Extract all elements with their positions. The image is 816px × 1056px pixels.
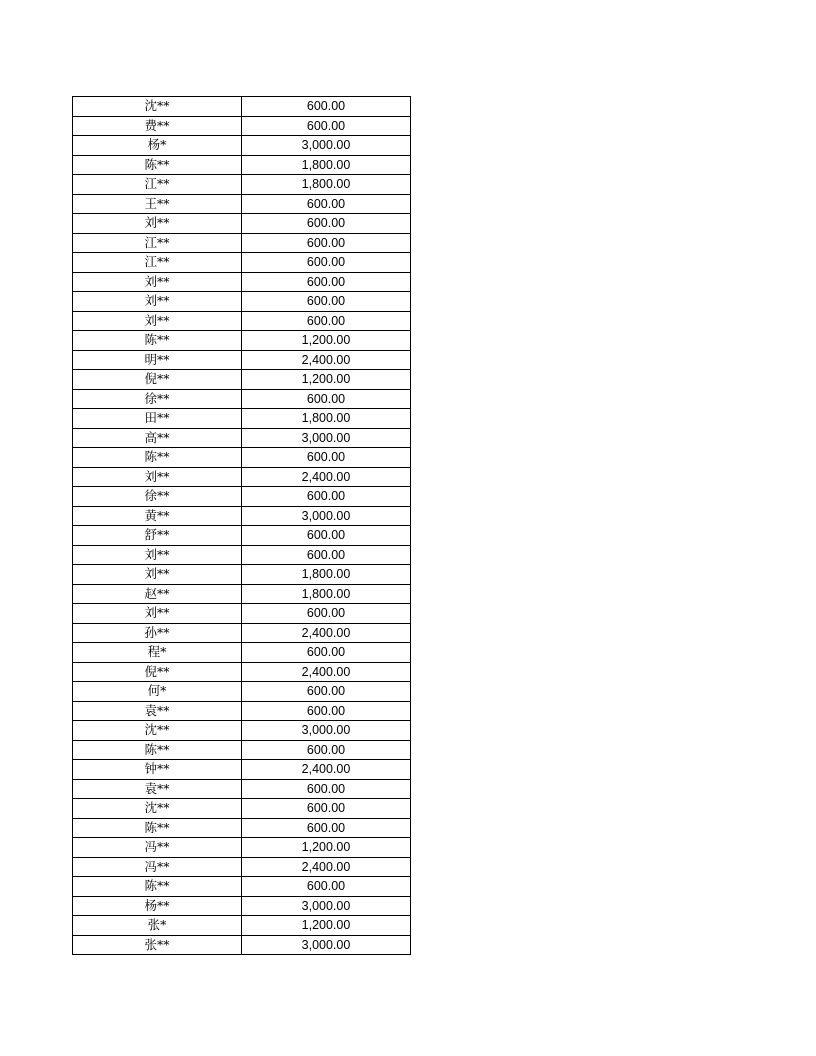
- amount-cell: 1,800.00: [242, 565, 411, 585]
- amount-cell: 600.00: [242, 448, 411, 468]
- amount-cell: 600.00: [242, 253, 411, 273]
- name-cell: 杨**: [73, 896, 242, 916]
- amount-cell: 600.00: [242, 682, 411, 702]
- table-row: [73, 877, 411, 897]
- name-cell: 舒**: [73, 526, 242, 546]
- name-cell: 刘**: [73, 272, 242, 292]
- table-body: [73, 97, 411, 955]
- amount-cell: 600.00: [242, 292, 411, 312]
- name-cell: 陈**: [73, 448, 242, 468]
- amount-cell: 600.00: [242, 487, 411, 507]
- name-cell: 倪**: [73, 662, 242, 682]
- table-row: [73, 857, 411, 877]
- amount-cell: 600.00: [242, 311, 411, 331]
- name-cell: 何*: [73, 682, 242, 702]
- amount-cell: 600.00: [242, 194, 411, 214]
- amount-cell: 1,800.00: [242, 409, 411, 429]
- table-row: [73, 526, 411, 546]
- table-row: [73, 175, 411, 195]
- table-row: [73, 623, 411, 643]
- name-cell: 陈**: [73, 331, 242, 351]
- name-cell: 江**: [73, 175, 242, 195]
- name-cell: 倪**: [73, 370, 242, 390]
- name-cell: 孙**: [73, 623, 242, 643]
- table-row: [73, 506, 411, 526]
- name-cell: 张**: [73, 935, 242, 955]
- name-cell: 徐**: [73, 389, 242, 409]
- table-row: [73, 779, 411, 799]
- name-cell: 陈**: [73, 740, 242, 760]
- amount-cell: 600.00: [242, 272, 411, 292]
- table-row: [73, 467, 411, 487]
- name-cell: 沈**: [73, 97, 242, 117]
- name-cell: 费**: [73, 116, 242, 136]
- table-row: [73, 701, 411, 721]
- amount-cell: 3,000.00: [242, 506, 411, 526]
- table-row: [73, 214, 411, 234]
- amount-cell: 600.00: [242, 545, 411, 565]
- table-row: [73, 584, 411, 604]
- amount-cell: 600.00: [242, 233, 411, 253]
- table-row: [73, 487, 411, 507]
- amount-cell: 600.00: [242, 818, 411, 838]
- name-cell: 张*: [73, 916, 242, 936]
- amount-cell: 2,400.00: [242, 857, 411, 877]
- amount-cell: 1,800.00: [242, 155, 411, 175]
- table-row: [73, 545, 411, 565]
- name-cell: 冯**: [73, 838, 242, 858]
- amount-cell: 3,000.00: [242, 935, 411, 955]
- table-row: [73, 389, 411, 409]
- amount-cell: 600.00: [242, 116, 411, 136]
- amount-cell: 600.00: [242, 779, 411, 799]
- table-row: [73, 428, 411, 448]
- amount-cell: 3,000.00: [242, 896, 411, 916]
- amount-cell: 3,000.00: [242, 428, 411, 448]
- name-cell: 刘**: [73, 565, 242, 585]
- table-row: [73, 292, 411, 312]
- name-cell: 沈**: [73, 721, 242, 741]
- amount-cell: 3,000.00: [242, 721, 411, 741]
- name-cell: 江**: [73, 233, 242, 253]
- amount-cell: 600.00: [242, 604, 411, 624]
- amount-cell: 1,200.00: [242, 370, 411, 390]
- amount-cell: 2,400.00: [242, 467, 411, 487]
- table-row: [73, 331, 411, 351]
- amount-cell: 2,400.00: [242, 662, 411, 682]
- name-cell: 刘**: [73, 292, 242, 312]
- table-row: [73, 370, 411, 390]
- table-row: [73, 721, 411, 741]
- name-cell: 冯**: [73, 857, 242, 877]
- name-cell: 陈**: [73, 155, 242, 175]
- table-row: [73, 253, 411, 273]
- name-cell: 明**: [73, 350, 242, 370]
- amount-cell: 600.00: [242, 877, 411, 897]
- amount-cell: 600.00: [242, 701, 411, 721]
- amount-cell: 600.00: [242, 97, 411, 117]
- table-row: [73, 233, 411, 253]
- name-cell: 陈**: [73, 877, 242, 897]
- table-row: [73, 838, 411, 858]
- table-row: [73, 682, 411, 702]
- table-row: [73, 409, 411, 429]
- amount-cell: 2,400.00: [242, 760, 411, 780]
- table-row: [73, 350, 411, 370]
- name-cell: 赵**: [73, 584, 242, 604]
- table-row: [73, 896, 411, 916]
- donation-table: [72, 96, 411, 955]
- table-row: [73, 448, 411, 468]
- table-row: [73, 643, 411, 663]
- table-row: [73, 565, 411, 585]
- name-cell: 刘**: [73, 311, 242, 331]
- table-row: [73, 818, 411, 838]
- amount-cell: 2,400.00: [242, 623, 411, 643]
- amount-cell: 1,200.00: [242, 916, 411, 936]
- amount-cell: 1,800.00: [242, 175, 411, 195]
- name-cell: 程*: [73, 643, 242, 663]
- table-row: [73, 155, 411, 175]
- name-cell: 刘**: [73, 467, 242, 487]
- name-cell: 黄**: [73, 506, 242, 526]
- amount-cell: 2,400.00: [242, 350, 411, 370]
- name-cell: 陈**: [73, 818, 242, 838]
- name-cell: 杨*: [73, 136, 242, 156]
- name-cell: 刘**: [73, 545, 242, 565]
- table-row: [73, 604, 411, 624]
- amount-cell: 600.00: [242, 526, 411, 546]
- document-page: [72, 96, 411, 955]
- table-row: [73, 136, 411, 156]
- amount-cell: 600.00: [242, 214, 411, 234]
- table-row: [73, 760, 411, 780]
- table-row: [73, 194, 411, 214]
- amount-cell: 600.00: [242, 740, 411, 760]
- name-cell: 沈**: [73, 799, 242, 819]
- table-row: [73, 916, 411, 936]
- table-row: [73, 97, 411, 117]
- name-cell: 钟**: [73, 760, 242, 780]
- table-row: [73, 116, 411, 136]
- table-row: [73, 311, 411, 331]
- table-row: [73, 272, 411, 292]
- name-cell: 刘**: [73, 214, 242, 234]
- table-row: [73, 662, 411, 682]
- table-row: [73, 740, 411, 760]
- name-cell: 袁**: [73, 779, 242, 799]
- amount-cell: 3,000.00: [242, 136, 411, 156]
- amount-cell: 1,800.00: [242, 584, 411, 604]
- amount-cell: 600.00: [242, 643, 411, 663]
- name-cell: 刘**: [73, 604, 242, 624]
- name-cell: 田**: [73, 409, 242, 429]
- name-cell: 袁**: [73, 701, 242, 721]
- table-row: [73, 935, 411, 955]
- table-row: [73, 799, 411, 819]
- amount-cell: 600.00: [242, 389, 411, 409]
- amount-cell: 1,200.00: [242, 838, 411, 858]
- name-cell: 高**: [73, 428, 242, 448]
- name-cell: 江**: [73, 253, 242, 273]
- amount-cell: 1,200.00: [242, 331, 411, 351]
- name-cell: 王**: [73, 194, 242, 214]
- amount-cell: 600.00: [242, 799, 411, 819]
- name-cell: 徐**: [73, 487, 242, 507]
